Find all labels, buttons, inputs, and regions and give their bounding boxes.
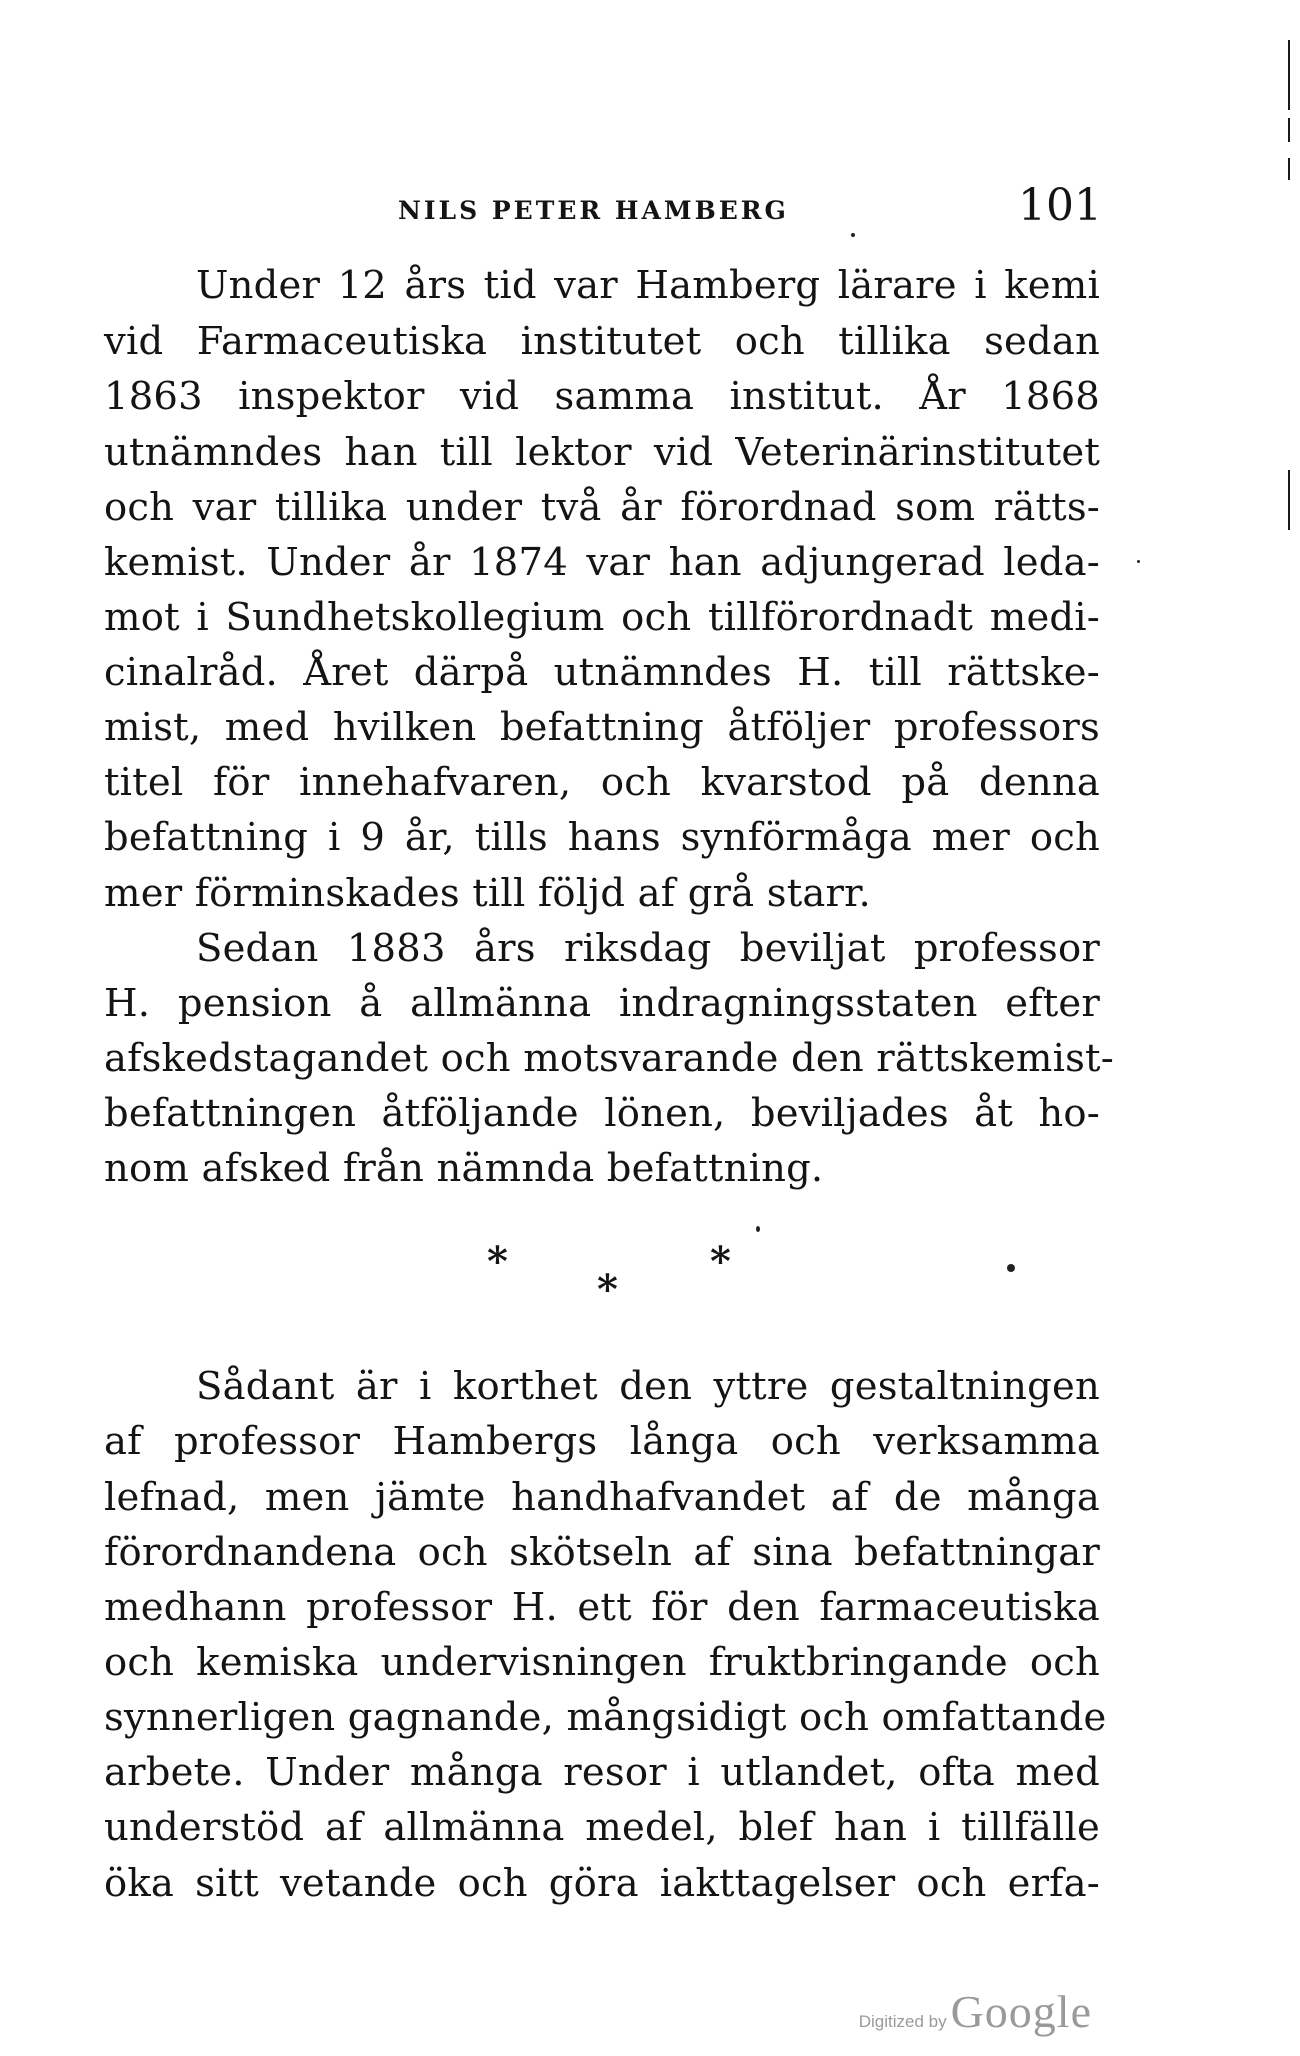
- google-logo: Google: [950, 1986, 1092, 2037]
- text-line: Sådant är i korthet den yttre gestaltningen: [196, 1364, 1100, 1409]
- running-title: NILS PETER HAMBERG: [398, 196, 789, 225]
- scan-edge-line: [1288, 40, 1290, 110]
- text-line: öka sitt vetande och göra iakttagelser och erfa-: [104, 1861, 1100, 1906]
- text-line: af professor Hambergs långa och verksamma: [104, 1419, 1100, 1464]
- page-header: [398, 180, 1102, 240]
- print-speck: [1137, 560, 1140, 563]
- text-line: Sedan 1883 års riksdag beviljat professor: [196, 926, 1100, 971]
- digitized-by-google-watermark: [859, 1985, 1092, 2038]
- text-line: medhann professor H. ett för den farmaceutiska: [104, 1585, 1100, 1630]
- text-line: arbete. Under många resor i utlandet, ofta med: [104, 1750, 1100, 1795]
- text-line: understöd af allmänna medel, blef han i tillfälle: [104, 1805, 1100, 1850]
- text-line: lefnad, men jämte handhafvandet af de många: [104, 1475, 1100, 1520]
- text-line: nom afsked från nämnda befattning.: [104, 1146, 824, 1191]
- text-line: afskedstagandet och motsvarande den rättskemist-: [104, 1036, 1114, 1081]
- text-line: och kemiska undervisningen fruktbringande och: [104, 1640, 1100, 1685]
- text-line: kemist. Under år 1874 var han adjungerad leda-: [104, 540, 1100, 585]
- print-speck: [1007, 1264, 1015, 1272]
- scan-edge-line: [1288, 118, 1290, 142]
- text-line: mist, med hvilken befattning åtföljer professors: [104, 705, 1100, 750]
- print-speck: [756, 1226, 760, 1232]
- text-line: cinalråd. Året därpå utnämndes H. till rättske-: [104, 650, 1100, 695]
- text-line: synnerligen gagnande, mångsidigt och omfattande: [104, 1695, 1107, 1740]
- text-line: förordnandena och skötseln af sina befattningar: [104, 1530, 1100, 1575]
- text-line: mer förminskades till följd af grå starr.: [104, 871, 871, 916]
- scan-edge-line: [1288, 470, 1290, 530]
- watermark-prefix: Digitized by: [858, 2012, 947, 2031]
- text-line: utnämndes han till lektor vid Veterinärinstitutet: [104, 430, 1100, 475]
- separator-asterisk: *: [710, 1238, 731, 1285]
- text-line: 1863 inspektor vid samma institut. År 1868: [104, 374, 1100, 419]
- text-line: och var tillika under två år förordnad som rätts-: [104, 485, 1100, 530]
- scan-edge-line: [1288, 158, 1290, 180]
- text-line: titel för innehafvaren, och kvarstod på denna: [104, 760, 1100, 805]
- text-line: Under 12 års tid var Hamberg lärare i kemi: [196, 263, 1100, 308]
- print-speck: [851, 233, 855, 237]
- page-number: 101: [1018, 180, 1102, 231]
- separator-asterisk: *: [597, 1266, 618, 1313]
- text-line: befattningen åtföljande lönen, beviljades åt ho-: [104, 1091, 1100, 1136]
- separator-asterisk: *: [487, 1238, 508, 1285]
- text-line: befattning i 9 år, tills hans synförmåga mer och: [104, 815, 1100, 860]
- text-line: mot i Sundhetskollegium och tillförordnadt medi-: [104, 595, 1100, 640]
- text-line: H. pension å allmänna indragningsstaten efter: [104, 981, 1100, 1026]
- text-line: vid Farmaceutiska institutet och tillika sedan: [104, 319, 1100, 364]
